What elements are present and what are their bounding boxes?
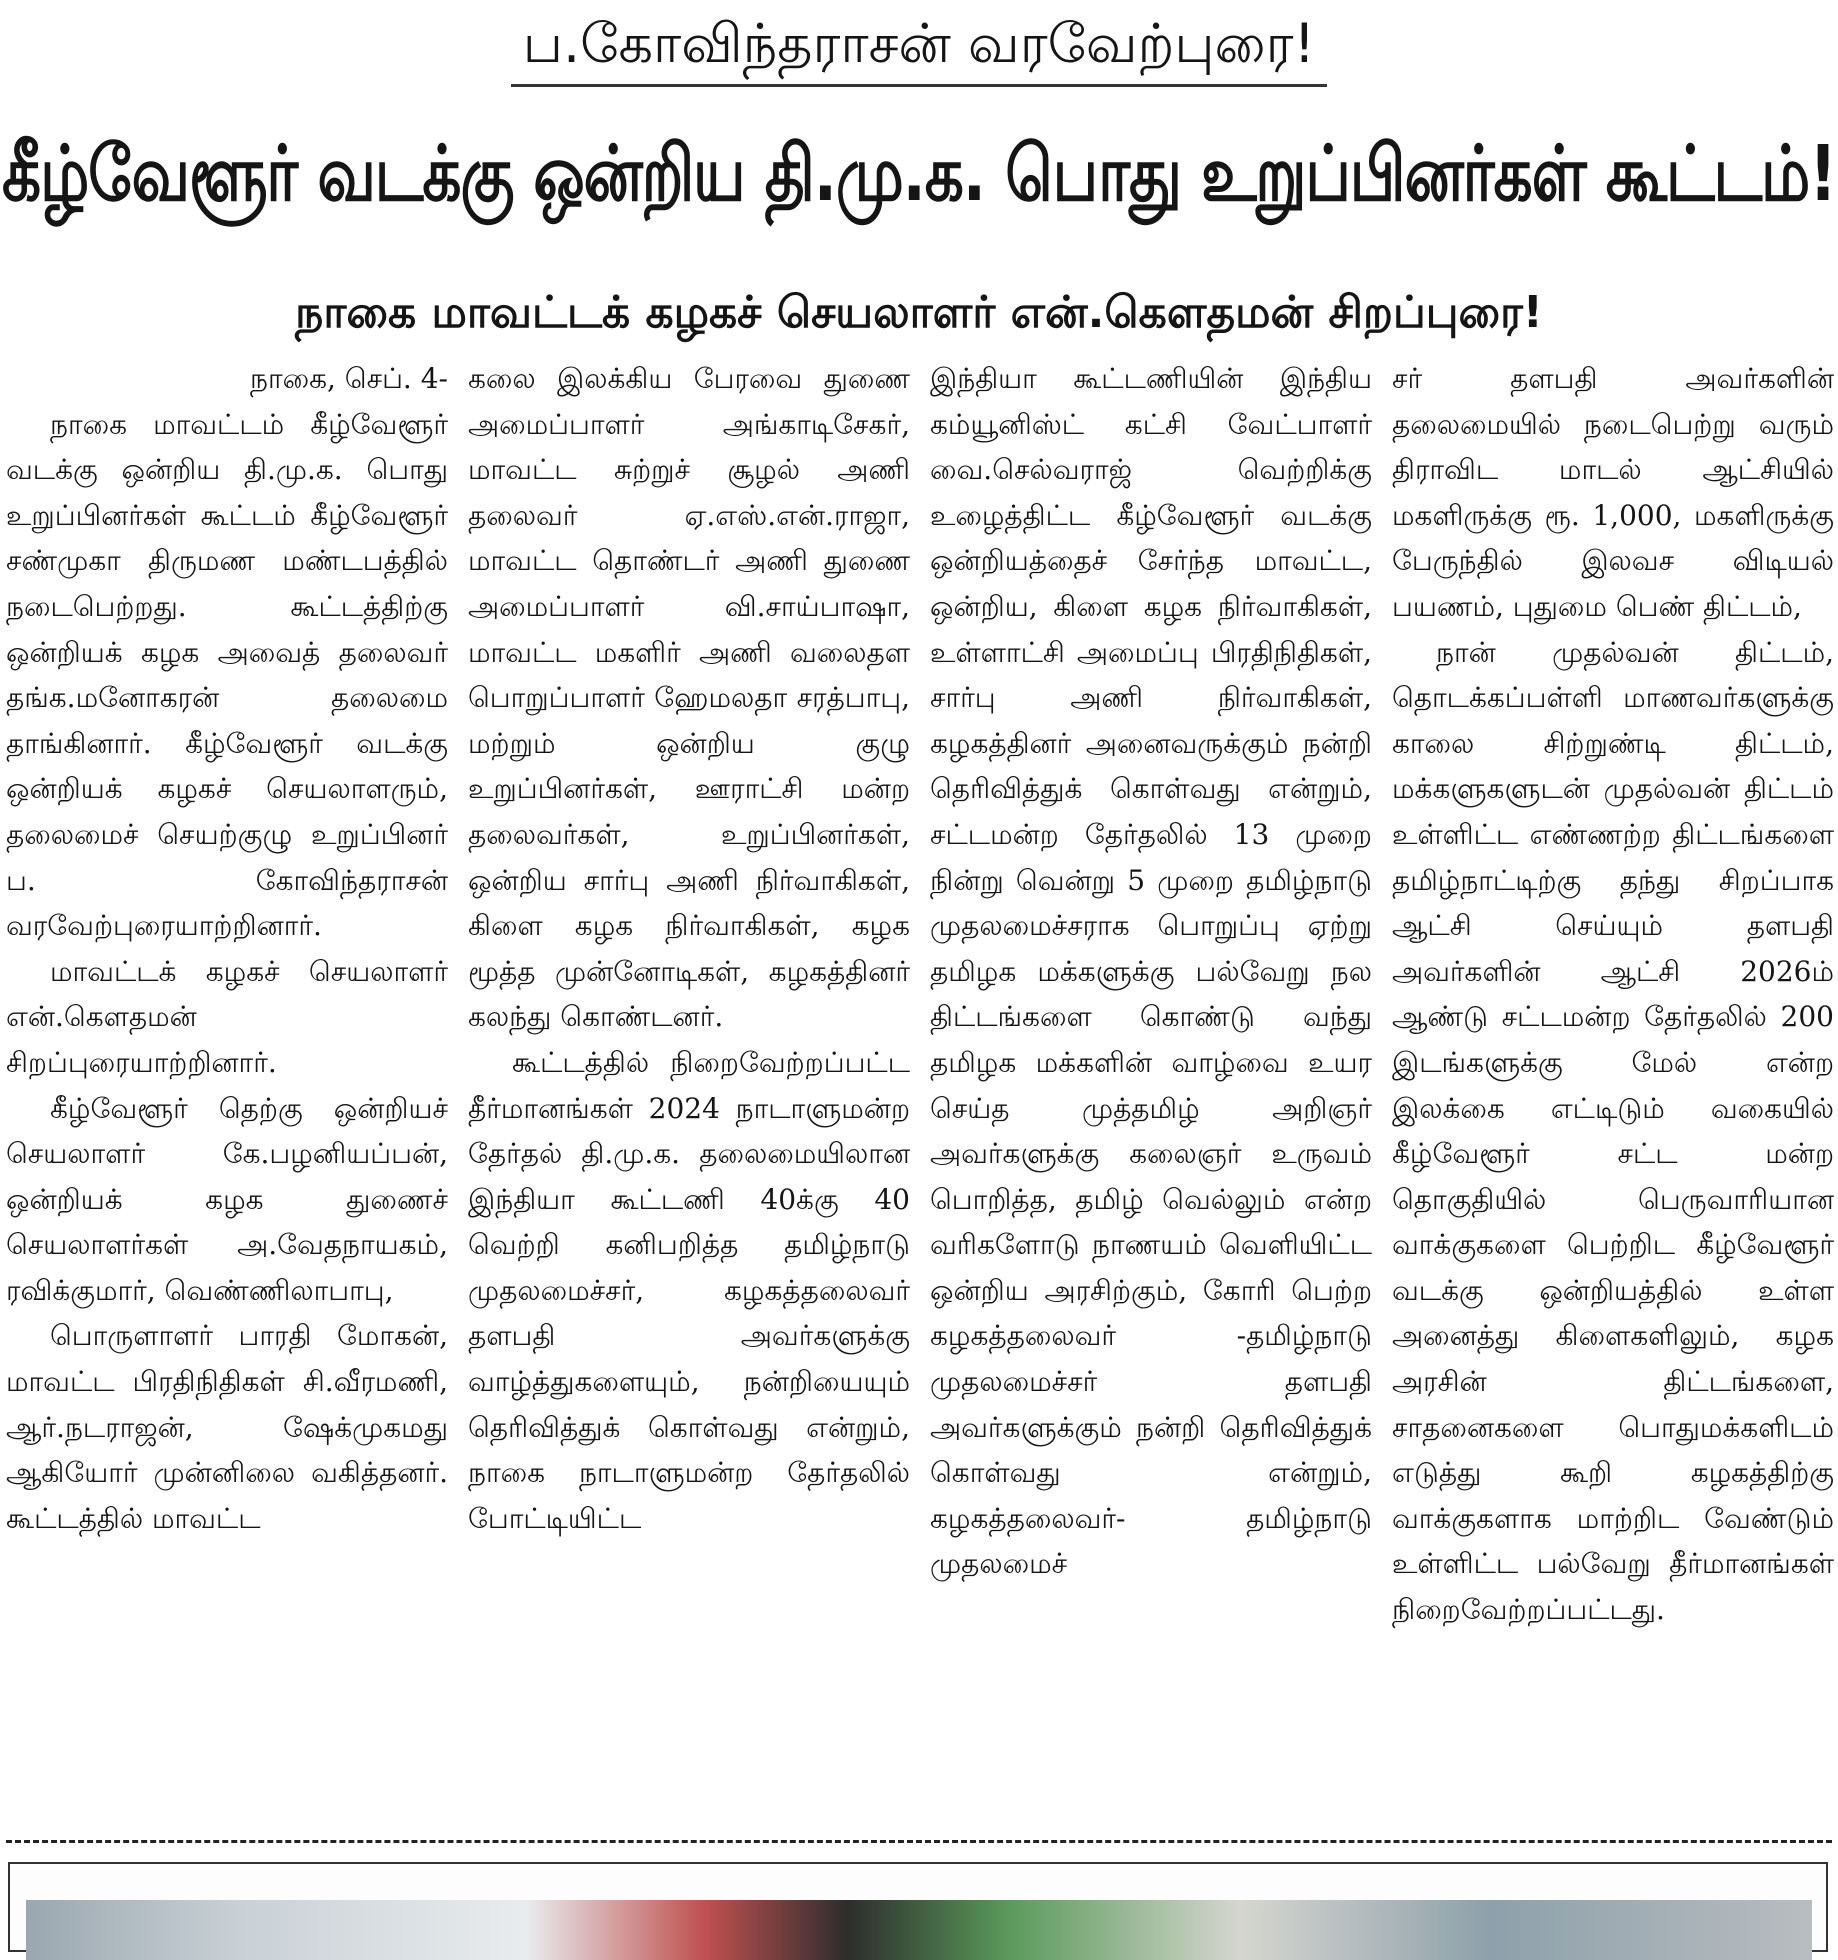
photo-image	[26, 1900, 1812, 1960]
article-column-1	[6, 356, 448, 1816]
paragraph: கீழ்வேளூர் தெற்கு ஒன்றியச் செயலாளர் கே.பழனியப்பன், ஒன்றியக் கழக துணைச் செயலாளர்கள் அ.வேதநாயகம், ரவிக்குமார், வெண்ணிலாபாபு,	[6, 1091, 448, 1307]
paragraph: கூட்டத்தில் நிறைவேற்றப்பட்ட தீர்மானங்கள் 2024 நாடாளுமன்ற தேர்தல் தி.மு.க. தலைமையிலான இந்தியா கூட்டணி 40க்கு 40 வெற்றி கனிபறித்த தமிழ்நாடு முதலமைச்சர், கழகத்தலைவர் தளபதி அவர்களுக்கு வாழ்த்துகளையும், நன்றியையும் தெரிவித்துக் கொள்வது என்றும், நாகை நாடாளுமன்ற தேர்தலில் போட்டியிட்ட	[468, 1045, 910, 1535]
article-column-3	[930, 356, 1372, 1816]
paragraph: சர் தளபதி அவர்களின் தலைமையில் நடைபெற்று வரும் திராவிட மாடல் ஆட்சியில் மகளிருக்கு ரூ. 1,000, மகளிருக்கு பேருந்தில் இலவச விடியல் பயணம், புதுமை பெண் திட்டம்,	[1392, 362, 1834, 623]
sub-headline: நாகை மாவட்டக் கழகச் செயலாளர் என்.கௌதமன் சிறப்புரை!	[295, 287, 1543, 338]
paragraph: பொருளாளர் பாரதி மோகன், மாவட்ட பிரதிநிதிகள் சி.வீரமணி, ஆர்.நடராஜன், ஷேக்முகமது ஆகியோர் முன்னிலை வகித்தனர். கூட்டத்தில் மாவட்ட	[6, 1319, 448, 1535]
paragraph: இந்தியா கூட்டணியின் இந்திய கம்யூனிஸ்ட் கட்சி வேட்பாளர் வை.செல்வராஜ் வெற்றிக்கு உழைத்திட்ட கீழ்வேளூர் வடக்கு ஒன்றியத்தைச் சேர்ந்த மாவட்ட, ஒன்றிய, கிளை கழக நிர்வாகிகள், உள்ளாட்சி அமைப்பு பிரதிநிதிகள், சார்பு அணி நிர்வாகிகள், கழகத்தினர் அனைவருக்கும் நன்றி தெரிவித்துக் கொள்வது என்றும், சட்டமன்ற தேர்தலில் 13 முறை நின்று வென்று 5 முறை தமிழ்நாடு முதலமைச்சராக பொறுப்பு ஏற்று தமிழக மக்களுக்கு பல்வேறு நல திட்டங்களை கொண்டு வந்து தமிழக மக்களின் வாழ்வை உயர செய்த முத்தமிழ் அறிஞர் அவர்களுக்கு கலைஞர் உருவம் பொறித்த, தமிழ் வெல்லும் என்ற வரிகளோடு நாணயம் வெளியிட்ட ஒன்றிய அரசிற்கும், கோரி பெற்ற கழகத்தலைவர் -தமிழ்நாடு முதலமைச்சர் தளபதி அவர்களுக்கும் நன்றி தெரிவித்துக் கொள்வது என்றும், கழகத்தலைவர்- தமிழ்நாடு முதலமைச்	[930, 362, 1372, 1581]
article-column-4	[1392, 356, 1834, 1816]
article-body	[6, 356, 1832, 1816]
paragraph: மாவட்டக் கழகச் செயலாளர் என்.கௌதமன் சிறப்புரையாற்றினார்.	[6, 954, 448, 1079]
kicker-headline: ப.கோவிந்தராசன் வரவேற்புரை!	[511, 4, 1327, 87]
kicker-headline-box	[0, 4, 1838, 88]
section-divider	[6, 1840, 1832, 1843]
paragraph: நான் முதல்வன் திட்டம், தொடக்கப்பள்ளி மாணவர்களுக்கு காலை சிற்றுண்டி திட்டம், மக்களுகளுடன் முதல்வன் திட்டம் உள்ளிட்ட எண்ணற்ற திட்டங்களை தமிழ்நாட்டிற்கு தந்து சிறப்பாக ஆட்சி செய்யும் தளபதி அவர்களின் ஆட்சி 2026ம் ஆண்டு சட்டமன்ற தேர்தலில் 200 இடங்களுக்கு மேல் என்ற இலக்கை எட்டிடும் வகையில் கீழ்வேளூர் சட்ட மன்ற தொகுதியில் பெருவாரியான வாக்குகளை பெற்றிட கீழ்வேளூர் வடக்கு ஒன்றியத்தில் உள்ள அனைத்து கிளைகளிலும், கழக அரசின் திட்டங்களை, சாதனைகளை பொதுமக்களிடம் எடுத்து கூறி கழகத்திற்கு வாக்குகளாக மாற்றிட வேண்டும் உள்ளிட்ட பல்வேறு தீர்மானங்கள் நிறைவேற்றப்பட்டது.	[1392, 635, 1834, 1627]
paragraph: நாகை மாவட்டம் கீழ்வேளூர் வடக்கு ஒன்றிய தி.மு.க. பொது உறுப்பினர்கள் கூட்டம் கீழ்வேளூர் சண்முகா திருமண மண்டபத்தில் நடைபெற்றது. கூட்டத்திற்கு ஒன்றியக் கழக அவைத் தலைவர் தங்க.மனோகரன் தலைமை தாங்கினார். கீழ்வேளூர் வடக்கு ஒன்றியக் கழகச் செயலாளரும், தலைமைச் செயற்குழு உறுப்பினர் ப. கோவிந்தராசன் வரவேற்புரையாற்றினார்.	[6, 407, 448, 943]
dateline: நாகை, செப். 4-	[249, 362, 448, 395]
paragraph: கலை இலக்கிய பேரவை துணை அமைப்பாளர் அங்காடிசேகர், மாவட்ட சுற்றுச் சூழல் அணி தலைவர் ஏ.எஸ்.என்.ராஜா, மாவட்ட தொண்டர் அணி துணை அமைப்பாளர் வி.சாய்பாஷா, மாவட்ட மகளிர் அணி வலைதள பொறுப்பாளர் ஹேமலதா சரத்பாபு, மற்றும் ஒன்றிய குழு உறுப்பினர்கள், ஊராட்சி மன்ற தலைவர்கள், உறுப்பினர்கள், ஒன்றிய சார்பு அணி நிர்வாகிகள், கிளை கழக நிர்வாகிகள், கழக மூத்த முன்னோடிகள், கழகத்தினர் கலந்து கொண்டனர்.	[468, 362, 910, 1034]
main-headline: கீழ்வேளூர் வடக்கு ஒன்றிய தி.மு.க. பொது உறுப்பினர்கள் கூட்டம்!	[2, 130, 1836, 219]
article-column-2	[468, 356, 910, 1816]
news-photo	[8, 1862, 1828, 1952]
